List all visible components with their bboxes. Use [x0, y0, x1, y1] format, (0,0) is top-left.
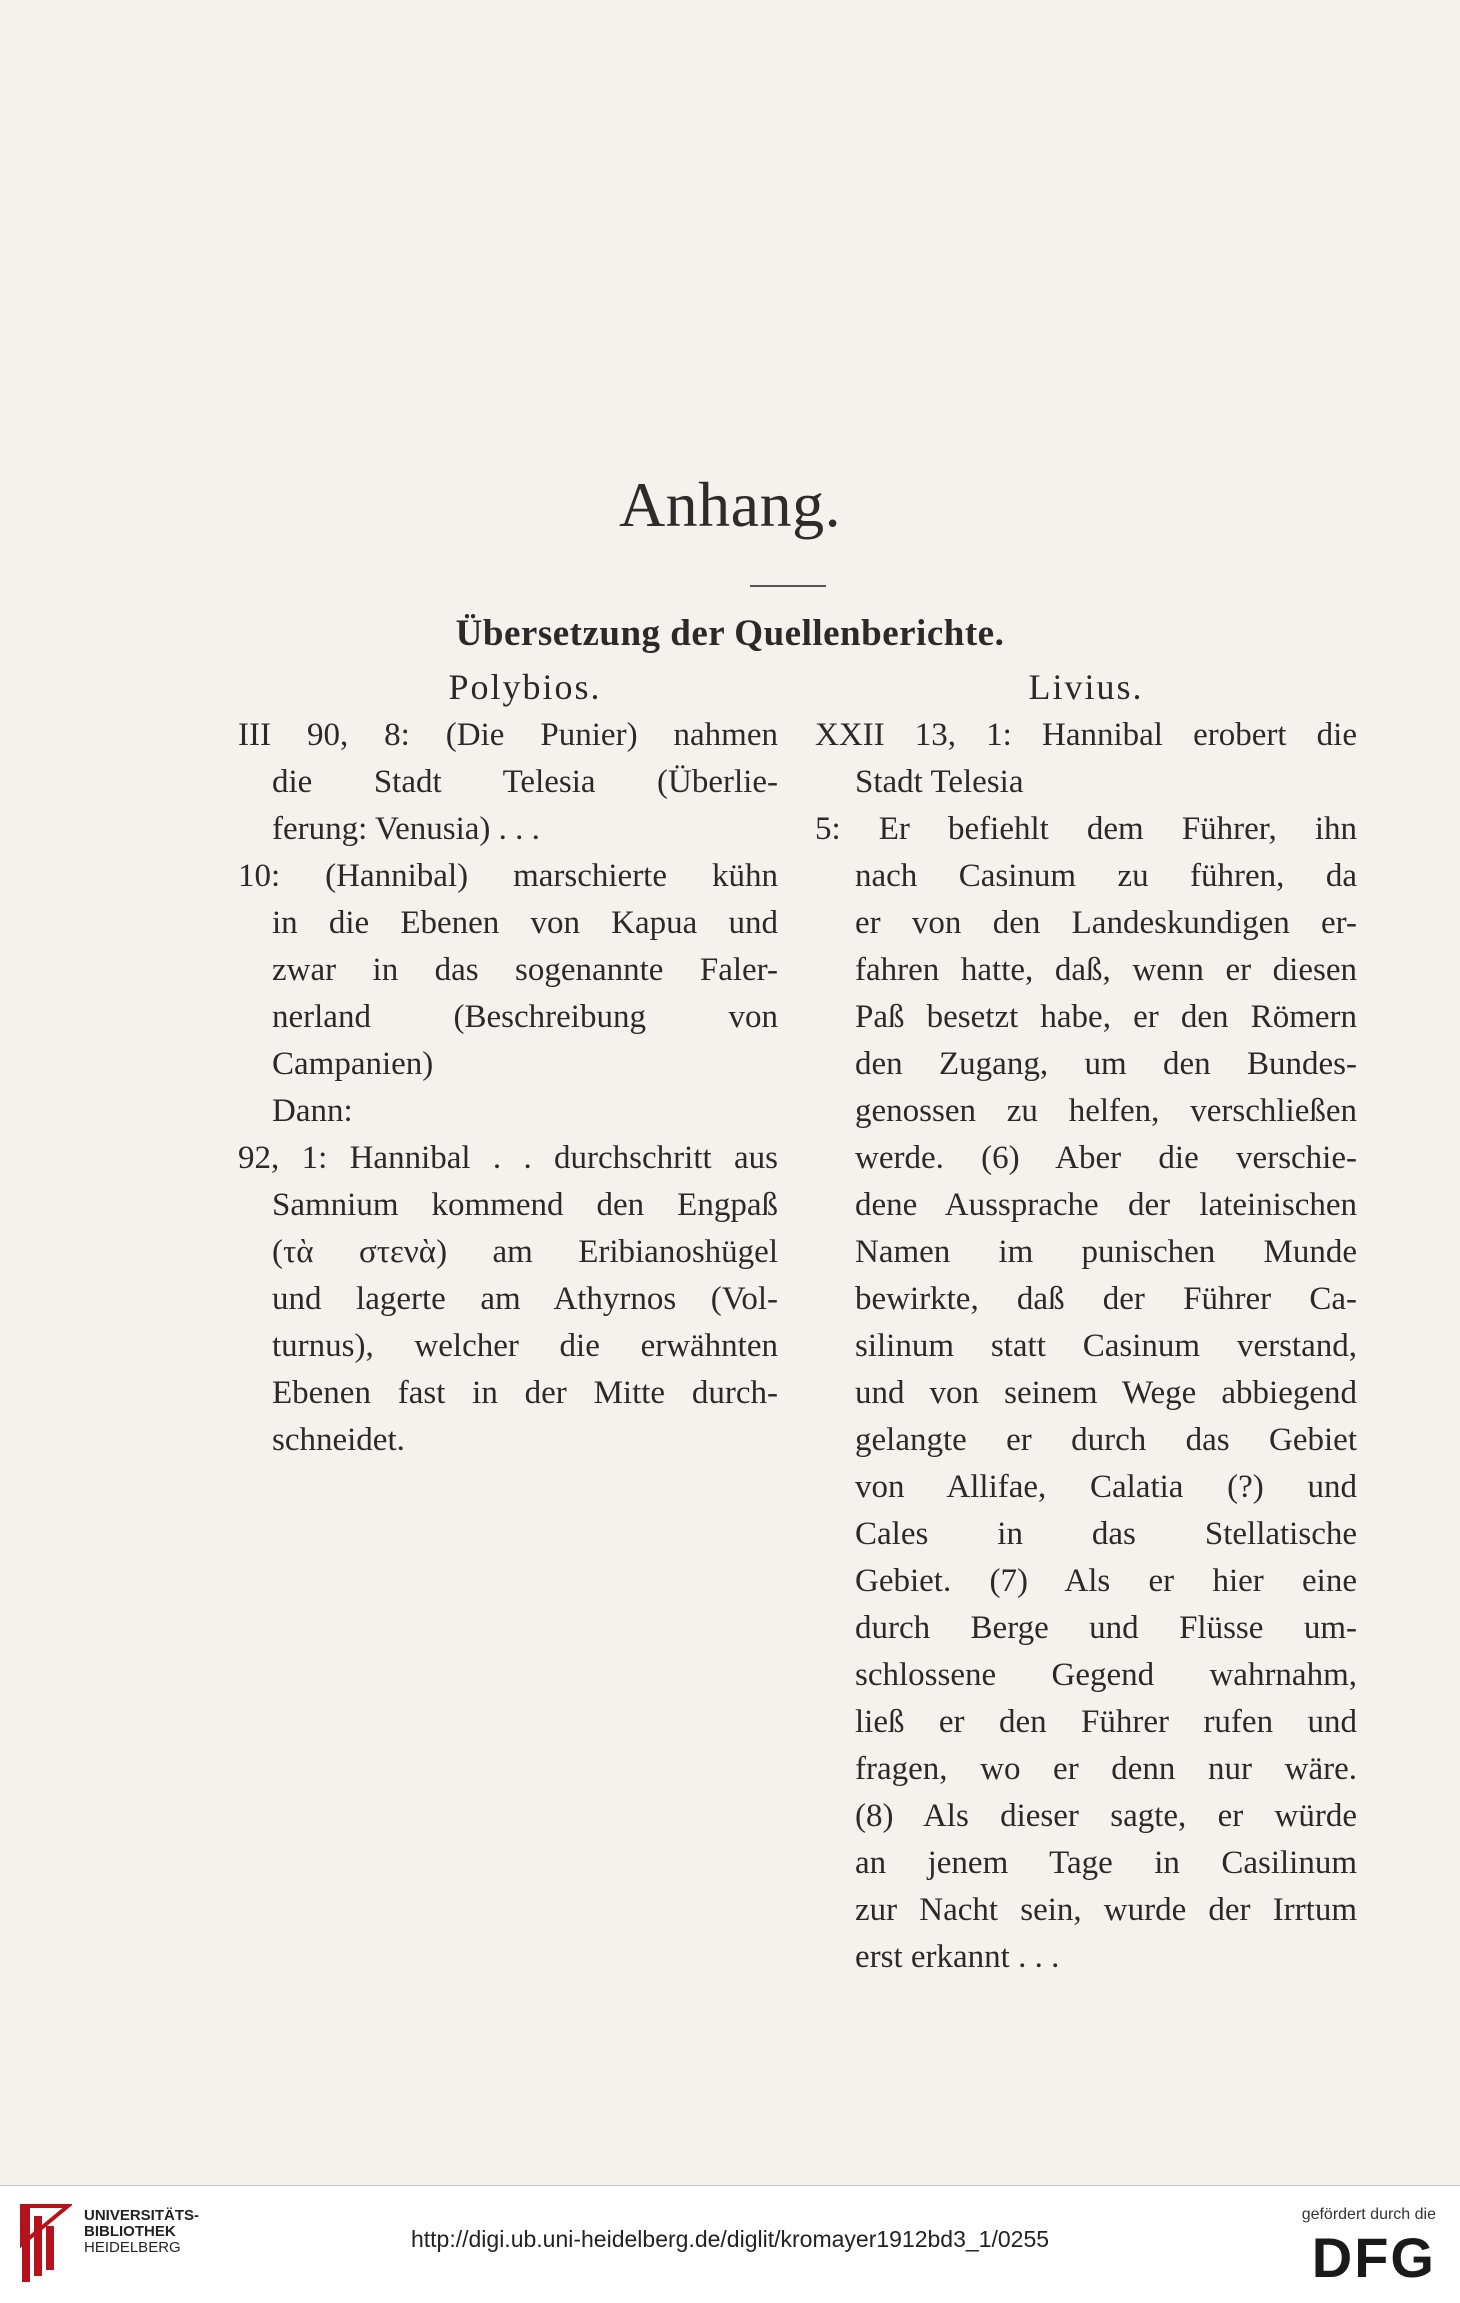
text-line: den Zugang, um den Bundes- [855, 1046, 1357, 1082]
text-line: genossen zu helfen, verschließen [855, 1093, 1357, 1129]
left-column-heading: Polybios. [448, 667, 602, 707]
page-subtitle: Übersetzung der Quellenberichte. [455, 613, 1005, 654]
library-name-line: UNIVERSITÄTS- [84, 2207, 200, 2224]
text-line: Samnium kommend den Engpaß [272, 1187, 778, 1223]
text-line: Ebenen fast in der Mitte durch- [272, 1375, 778, 1411]
left-column-text [238, 712, 778, 1464]
text-line: schlossene Gegend wahrnahm, [855, 1657, 1357, 1693]
text-line: an jenem Tage in Casilinum [855, 1845, 1357, 1881]
text-line: werde. (6) Aber die verschie- [855, 1140, 1357, 1176]
text-line: Campanien) [272, 1046, 434, 1082]
library-name-line: HEIDELBERG [84, 2239, 181, 2256]
text-line: er von den Landeskundigen er- [855, 905, 1357, 941]
text-line: schneidet. [272, 1422, 405, 1458]
text-line: zwar in das sogenannte Faler- [272, 952, 778, 988]
page-title: Anhang. [618, 469, 842, 540]
digitization-footer [0, 2185, 1460, 2303]
text-line: von Allifae, Calatia (?) und [855, 1469, 1357, 1505]
text-line: ferung: Venusia) . . . [272, 811, 540, 847]
text-line: gelangte er durch das Gebiet [855, 1422, 1357, 1458]
text-line: (τὰ στενὰ) am Eribianoshügel [272, 1234, 778, 1270]
text-line: Cales in das Stellatische [855, 1516, 1357, 1552]
text-line: fragen, wo er denn nur wäre. [855, 1751, 1357, 1787]
text-line: (8) Als dieser sagte, er würde [855, 1798, 1357, 1834]
text-line: 10: (Hannibal) marschierte kühn [238, 858, 778, 894]
text-line: Namen im punischen Munde [855, 1234, 1357, 1270]
permalink-url[interactable]: http://digi.ub.uni-heidelberg.de/diglit/kromayer1912bd3_1/0255 [410, 2226, 1050, 2252]
text-line: Gebiet. (7) Als er hier eine [855, 1563, 1357, 1599]
text-line: und lagerte am Athyrnos (Vol- [272, 1281, 778, 1317]
library-name [84, 2208, 199, 2256]
library-name-line: BIBLIOTHEK [84, 2223, 176, 2240]
text-line: 92, 1: Hannibal . . durchschritt aus [238, 1140, 778, 1176]
text-line: turnus), welcher die erwähnten [272, 1328, 778, 1364]
text-line: nach Casinum zu führen, da [855, 858, 1357, 894]
title-rule [750, 585, 826, 587]
text-line: in die Ebenen von Kapua und [272, 905, 778, 941]
text-line: nerland (Beschreibung von [272, 999, 778, 1035]
text-line: durch Berge und Flüsse um- [855, 1610, 1357, 1646]
text-line: Dann: [272, 1093, 353, 1129]
text-line: Paß besetzt habe, er den Römern [855, 999, 1357, 1035]
text-line: silinum statt Casinum verstand, [855, 1328, 1357, 1364]
text-line: bewirkte, daß der Führer Ca- [855, 1281, 1357, 1317]
text-line: zur Nacht sein, wurde der Irrtum [855, 1892, 1357, 1928]
text-line: dene Aussprache der lateinischen [855, 1187, 1357, 1223]
funding-label: gefördert durch die [1301, 2206, 1436, 2223]
text-line: erst erkannt . . . [855, 1939, 1060, 1975]
text-line: III 90, 8: (Die Punier) nahmen [238, 717, 778, 753]
right-column-heading: Livius. [1028, 667, 1144, 707]
text-line: und von seinem Wege abbiegend [855, 1375, 1357, 1411]
right-column-text [815, 712, 1357, 1981]
text-line: ließ er den Führer rufen und [855, 1704, 1357, 1740]
dfg-logo: DFG [1311, 2226, 1436, 2289]
text-line: Stadt Telesia [855, 764, 1024, 800]
text-line: XXII 13, 1: Hannibal erobert die [815, 717, 1357, 753]
library-logo-icon [18, 2200, 72, 2288]
text-line: die Stadt Telesia (Überlie- [272, 764, 778, 800]
text-line: fahren hatte, daß, wenn er diesen [855, 952, 1357, 988]
text-line: 5: Er befiehlt dem Führer, ihn [815, 811, 1357, 847]
